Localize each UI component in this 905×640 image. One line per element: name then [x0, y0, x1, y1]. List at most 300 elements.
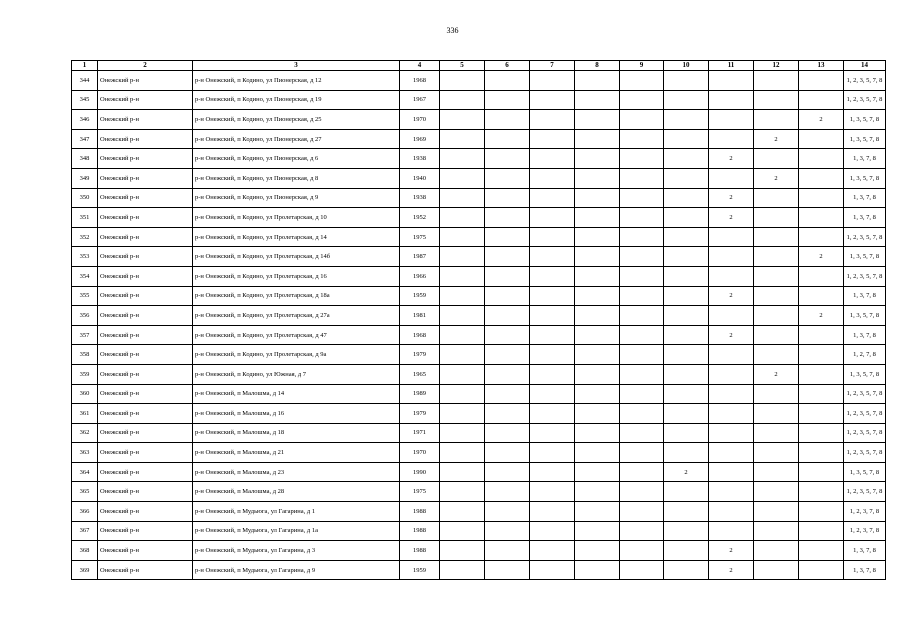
district-cell: Онежский р-н	[98, 384, 193, 404]
column-11-cell	[709, 384, 754, 404]
table-row	[72, 560, 886, 580]
column-13-cell	[799, 443, 844, 463]
column-14-cell: 1, 3, 7, 8	[844, 541, 886, 561]
column-13-cell	[799, 541, 844, 561]
address-cell: р-н Онежский, п Малошма, д 23	[193, 462, 400, 482]
column-13-cell	[799, 345, 844, 365]
column-12-cell	[754, 423, 799, 443]
table-row	[72, 286, 886, 306]
column-10-cell	[664, 404, 709, 424]
column-9-cell	[620, 443, 664, 463]
column-11-cell	[709, 266, 754, 286]
column-6-cell	[485, 560, 530, 580]
column-14-cell: 1, 2, 3, 7, 8	[844, 521, 886, 541]
column-8-cell	[575, 502, 620, 522]
table-row	[72, 482, 886, 502]
column-10-cell	[664, 423, 709, 443]
column-7-cell	[530, 502, 575, 522]
column-14-cell: 1, 3, 5, 7, 8	[844, 364, 886, 384]
column-10-cell	[664, 129, 709, 149]
column-9-cell	[620, 345, 664, 365]
column-10-cell	[664, 208, 709, 228]
row-number-cell: 361	[72, 404, 98, 424]
column-7-cell	[530, 208, 575, 228]
district-cell: Онежский р-н	[98, 462, 193, 482]
table-row	[72, 364, 886, 384]
address-cell: р-н Онежский, п Кодино, ул Пионерская, д 27	[193, 129, 400, 149]
column-10-cell	[664, 521, 709, 541]
column-10-cell	[664, 149, 709, 169]
column-13-cell	[799, 149, 844, 169]
row-number-cell: 364	[72, 462, 98, 482]
column-header-1: 1	[72, 61, 98, 71]
column-10-cell	[664, 110, 709, 130]
column-7-cell	[530, 306, 575, 326]
column-12-cell	[754, 482, 799, 502]
table-row	[72, 129, 886, 149]
column-12-cell	[754, 208, 799, 228]
column-7-cell	[530, 227, 575, 247]
column-10-cell	[664, 541, 709, 561]
column-5-cell	[440, 384, 485, 404]
address-cell: р-н Онежский, п Кодино, ул Пионерская, д 12	[193, 71, 400, 91]
address-cell: р-н Онежский, п Мудьюга, ул Гагарина, д 1	[193, 502, 400, 522]
column-8-cell	[575, 364, 620, 384]
table-row	[72, 521, 886, 541]
column-header-2: 2	[98, 61, 193, 71]
column-11-cell	[709, 521, 754, 541]
table-row	[72, 168, 886, 188]
row-number-cell: 362	[72, 423, 98, 443]
column-9-cell	[620, 541, 664, 561]
column-9-cell	[620, 110, 664, 130]
column-11-cell	[709, 364, 754, 384]
column-14-cell: 1, 3, 5, 7, 8	[844, 129, 886, 149]
housing-registry-table	[71, 60, 886, 580]
year-cell: 1966	[400, 266, 440, 286]
column-10-cell: 2	[664, 462, 709, 482]
district-cell: Онежский р-н	[98, 208, 193, 228]
year-cell: 1979	[400, 404, 440, 424]
column-11-cell: 2	[709, 208, 754, 228]
table-row	[72, 404, 886, 424]
address-cell: р-н Онежский, п Кодино, ул Пролетарская, д 16	[193, 266, 400, 286]
column-header-3: 3	[193, 61, 400, 71]
column-6-cell	[485, 90, 530, 110]
district-cell: Онежский р-н	[98, 71, 193, 91]
column-header-10: 10	[664, 61, 709, 71]
row-number-cell: 351	[72, 208, 98, 228]
column-header-13: 13	[799, 61, 844, 71]
district-cell: Онежский р-н	[98, 110, 193, 130]
column-14-cell: 1, 2, 3, 5, 7, 8	[844, 384, 886, 404]
column-5-cell	[440, 168, 485, 188]
column-7-cell	[530, 384, 575, 404]
column-5-cell	[440, 482, 485, 502]
column-8-cell	[575, 286, 620, 306]
column-13-cell	[799, 364, 844, 384]
year-cell: 1967	[400, 90, 440, 110]
column-10-cell	[664, 482, 709, 502]
column-header-9: 9	[620, 61, 664, 71]
year-cell: 1988	[400, 502, 440, 522]
column-6-cell	[485, 149, 530, 169]
column-8-cell	[575, 208, 620, 228]
district-cell: Онежский р-н	[98, 541, 193, 561]
column-8-cell	[575, 482, 620, 502]
row-number-cell: 368	[72, 541, 98, 561]
column-13-cell	[799, 384, 844, 404]
column-6-cell	[485, 110, 530, 130]
column-5-cell	[440, 364, 485, 384]
column-12-cell	[754, 266, 799, 286]
column-5-cell	[440, 462, 485, 482]
column-14-cell: 1, 3, 5, 7, 8	[844, 110, 886, 130]
column-14-cell: 1, 2, 3, 7, 8	[844, 502, 886, 522]
column-7-cell	[530, 286, 575, 306]
column-9-cell	[620, 502, 664, 522]
column-14-cell: 1, 3, 5, 7, 8	[844, 306, 886, 326]
column-11-cell	[709, 404, 754, 424]
column-13-cell	[799, 168, 844, 188]
column-12-cell	[754, 306, 799, 326]
row-number-cell: 347	[72, 129, 98, 149]
column-13-cell	[799, 325, 844, 345]
year-cell: 1971	[400, 423, 440, 443]
column-11-cell	[709, 110, 754, 130]
column-13-cell	[799, 129, 844, 149]
column-11-cell	[709, 227, 754, 247]
column-9-cell	[620, 227, 664, 247]
column-13-cell: 2	[799, 306, 844, 326]
column-7-cell	[530, 90, 575, 110]
column-11-cell	[709, 90, 754, 110]
column-6-cell	[485, 364, 530, 384]
column-5-cell	[440, 502, 485, 522]
column-7-cell	[530, 364, 575, 384]
column-6-cell	[485, 208, 530, 228]
column-10-cell	[664, 560, 709, 580]
column-7-cell	[530, 71, 575, 91]
column-8-cell	[575, 345, 620, 365]
column-11-cell	[709, 502, 754, 522]
address-cell: р-н Онежский, п Мудьюга, ул Гагарина, д 9	[193, 560, 400, 580]
column-8-cell	[575, 266, 620, 286]
column-13-cell: 2	[799, 247, 844, 267]
column-8-cell	[575, 541, 620, 561]
column-12-cell	[754, 502, 799, 522]
row-number-cell: 344	[72, 71, 98, 91]
column-13-cell	[799, 404, 844, 424]
row-number-cell: 355	[72, 286, 98, 306]
column-6-cell	[485, 384, 530, 404]
table-row	[72, 345, 886, 365]
district-cell: Онежский р-н	[98, 521, 193, 541]
column-8-cell	[575, 149, 620, 169]
address-cell: р-н Онежский, п Кодино, ул Пионерская, д 6	[193, 149, 400, 169]
year-cell: 1952	[400, 208, 440, 228]
address-cell: р-н Онежский, п Малошма, д 21	[193, 443, 400, 463]
column-6-cell	[485, 443, 530, 463]
row-number-cell: 353	[72, 247, 98, 267]
year-cell: 1970	[400, 110, 440, 130]
column-9-cell	[620, 286, 664, 306]
column-5-cell	[440, 286, 485, 306]
column-13-cell	[799, 423, 844, 443]
row-number-cell: 350	[72, 188, 98, 208]
table-row	[72, 188, 886, 208]
column-9-cell	[620, 188, 664, 208]
district-cell: Онежский р-н	[98, 325, 193, 345]
column-13-cell: 2	[799, 110, 844, 130]
column-14-cell: 1, 2, 3, 5, 7, 8	[844, 443, 886, 463]
column-8-cell	[575, 110, 620, 130]
column-9-cell	[620, 462, 664, 482]
column-8-cell	[575, 560, 620, 580]
district-cell: Онежский р-н	[98, 149, 193, 169]
column-header-7: 7	[530, 61, 575, 71]
column-9-cell	[620, 423, 664, 443]
column-10-cell	[664, 188, 709, 208]
column-11-cell	[709, 423, 754, 443]
column-7-cell	[530, 149, 575, 169]
column-7-cell	[530, 404, 575, 424]
year-cell: 1988	[400, 541, 440, 561]
column-header-5: 5	[440, 61, 485, 71]
row-number-cell: 363	[72, 443, 98, 463]
column-6-cell	[485, 345, 530, 365]
column-12-cell	[754, 71, 799, 91]
year-cell: 1959	[400, 286, 440, 306]
column-12-cell	[754, 443, 799, 463]
address-cell: р-н Онежский, п Кодино, ул Пролетарская, д 18а	[193, 286, 400, 306]
column-9-cell	[620, 364, 664, 384]
year-cell: 1975	[400, 482, 440, 502]
column-7-cell	[530, 521, 575, 541]
column-10-cell	[664, 90, 709, 110]
column-14-cell: 1, 3, 7, 8	[844, 560, 886, 580]
district-cell: Онежский р-н	[98, 423, 193, 443]
table-row	[72, 325, 886, 345]
column-5-cell	[440, 129, 485, 149]
column-13-cell	[799, 227, 844, 247]
address-cell: р-н Онежский, п Мудьюга, ул Гагарина, д 3	[193, 541, 400, 561]
table-row	[72, 423, 886, 443]
year-cell: 1938	[400, 188, 440, 208]
column-6-cell	[485, 266, 530, 286]
column-5-cell	[440, 149, 485, 169]
address-cell: р-н Онежский, п Кодино, ул Пионерская, д 19	[193, 90, 400, 110]
year-cell: 1975	[400, 227, 440, 247]
district-cell: Онежский р-н	[98, 482, 193, 502]
column-8-cell	[575, 168, 620, 188]
row-number-cell: 360	[72, 384, 98, 404]
column-5-cell	[440, 325, 485, 345]
column-5-cell	[440, 90, 485, 110]
column-9-cell	[620, 247, 664, 267]
column-header-4: 4	[400, 61, 440, 71]
table-row	[72, 541, 886, 561]
district-cell: Онежский р-н	[98, 227, 193, 247]
column-5-cell	[440, 227, 485, 247]
address-cell: р-н Онежский, п Мудьюга, ул Гагарина, д 1а	[193, 521, 400, 541]
year-cell: 1981	[400, 306, 440, 326]
column-8-cell	[575, 521, 620, 541]
column-9-cell	[620, 521, 664, 541]
column-11-cell	[709, 168, 754, 188]
column-11-cell: 2	[709, 286, 754, 306]
address-cell: р-н Онежский, п Кодино, ул Пионерская, д 25	[193, 110, 400, 130]
column-9-cell	[620, 560, 664, 580]
column-10-cell	[664, 168, 709, 188]
column-8-cell	[575, 247, 620, 267]
column-14-cell: 1, 2, 3, 5, 7, 8	[844, 423, 886, 443]
table-row	[72, 227, 886, 247]
district-cell: Онежский р-н	[98, 129, 193, 149]
year-cell: 1965	[400, 364, 440, 384]
column-5-cell	[440, 541, 485, 561]
column-11-cell	[709, 129, 754, 149]
column-5-cell	[440, 266, 485, 286]
address-cell: р-н Онежский, п Кодино, ул Пионерская, д 9	[193, 188, 400, 208]
column-14-cell: 1, 2, 3, 5, 7, 8	[844, 482, 886, 502]
column-10-cell	[664, 325, 709, 345]
column-14-cell: 1, 3, 7, 8	[844, 325, 886, 345]
column-11-cell	[709, 247, 754, 267]
column-header-14: 14	[844, 61, 886, 71]
table-row	[72, 208, 886, 228]
column-6-cell	[485, 462, 530, 482]
column-10-cell	[664, 443, 709, 463]
column-13-cell	[799, 208, 844, 228]
district-cell: Онежский р-н	[98, 306, 193, 326]
column-5-cell	[440, 110, 485, 130]
column-12-cell	[754, 541, 799, 561]
address-cell: р-н Онежский, п Кодино, ул Пролетарская, д 27а	[193, 306, 400, 326]
column-14-cell: 1, 2, 3, 5, 7, 8	[844, 227, 886, 247]
column-6-cell	[485, 168, 530, 188]
column-12-cell	[754, 462, 799, 482]
district-cell: Онежский р-н	[98, 247, 193, 267]
district-cell: Онежский р-н	[98, 286, 193, 306]
column-5-cell	[440, 188, 485, 208]
column-11-cell: 2	[709, 325, 754, 345]
column-13-cell	[799, 266, 844, 286]
district-cell: Онежский р-н	[98, 560, 193, 580]
table-row	[72, 384, 886, 404]
address-cell: р-н Онежский, п Кодино, ул Пионерская, д 8	[193, 168, 400, 188]
column-14-cell: 1, 3, 5, 7, 8	[844, 247, 886, 267]
address-cell: р-н Онежский, п Кодино, ул Южная, д 7	[193, 364, 400, 384]
column-13-cell	[799, 502, 844, 522]
column-9-cell	[620, 90, 664, 110]
column-7-cell	[530, 443, 575, 463]
address-cell: р-н Онежский, п Кодино, ул Пролетарская, д 14	[193, 227, 400, 247]
column-14-cell: 1, 3, 7, 8	[844, 208, 886, 228]
column-10-cell	[664, 384, 709, 404]
column-12-cell	[754, 521, 799, 541]
column-11-cell: 2	[709, 560, 754, 580]
column-9-cell	[620, 404, 664, 424]
district-cell: Онежский р-н	[98, 168, 193, 188]
column-12-cell	[754, 286, 799, 306]
year-cell: 1989	[400, 384, 440, 404]
column-5-cell	[440, 247, 485, 267]
year-cell: 1938	[400, 149, 440, 169]
column-6-cell	[485, 71, 530, 91]
column-12-cell: 2	[754, 168, 799, 188]
column-12-cell	[754, 560, 799, 580]
address-cell: р-н Онежский, п Кодино, ул Пролетарская, д 14б	[193, 247, 400, 267]
column-6-cell	[485, 129, 530, 149]
district-cell: Онежский р-н	[98, 443, 193, 463]
column-10-cell	[664, 286, 709, 306]
column-12-cell	[754, 247, 799, 267]
column-8-cell	[575, 443, 620, 463]
column-6-cell	[485, 521, 530, 541]
column-10-cell	[664, 345, 709, 365]
column-8-cell	[575, 423, 620, 443]
column-5-cell	[440, 306, 485, 326]
column-13-cell	[799, 560, 844, 580]
column-12-cell	[754, 110, 799, 130]
column-9-cell	[620, 306, 664, 326]
column-6-cell	[485, 306, 530, 326]
column-10-cell	[664, 502, 709, 522]
row-number-cell: 348	[72, 149, 98, 169]
row-number-cell: 366	[72, 502, 98, 522]
year-cell: 1987	[400, 247, 440, 267]
column-6-cell	[485, 423, 530, 443]
column-13-cell	[799, 286, 844, 306]
column-12-cell	[754, 345, 799, 365]
column-9-cell	[620, 266, 664, 286]
column-5-cell	[440, 521, 485, 541]
table-row	[72, 462, 886, 482]
column-11-cell	[709, 482, 754, 502]
column-14-cell: 1, 3, 7, 8	[844, 188, 886, 208]
column-14-cell: 1, 2, 3, 5, 7, 8	[844, 90, 886, 110]
row-number-cell: 356	[72, 306, 98, 326]
address-cell: р-н Онежский, п Малошма, д 14	[193, 384, 400, 404]
column-header-12: 12	[754, 61, 799, 71]
column-12-cell	[754, 90, 799, 110]
column-10-cell	[664, 364, 709, 384]
column-9-cell	[620, 208, 664, 228]
column-6-cell	[485, 286, 530, 306]
year-cell: 1959	[400, 560, 440, 580]
table-row	[72, 247, 886, 267]
column-5-cell	[440, 423, 485, 443]
column-7-cell	[530, 541, 575, 561]
column-5-cell	[440, 71, 485, 91]
column-14-cell: 1, 2, 3, 5, 7, 8	[844, 71, 886, 91]
column-12-cell	[754, 227, 799, 247]
address-cell: р-н Онежский, п Малошма, д 28	[193, 482, 400, 502]
column-7-cell	[530, 462, 575, 482]
page-number: 336	[446, 26, 459, 35]
year-cell: 1968	[400, 71, 440, 91]
column-header-6: 6	[485, 61, 530, 71]
row-number-cell: 367	[72, 521, 98, 541]
column-7-cell	[530, 110, 575, 130]
column-8-cell	[575, 384, 620, 404]
column-7-cell	[530, 188, 575, 208]
column-13-cell	[799, 482, 844, 502]
column-7-cell	[530, 482, 575, 502]
column-8-cell	[575, 129, 620, 149]
column-13-cell	[799, 462, 844, 482]
